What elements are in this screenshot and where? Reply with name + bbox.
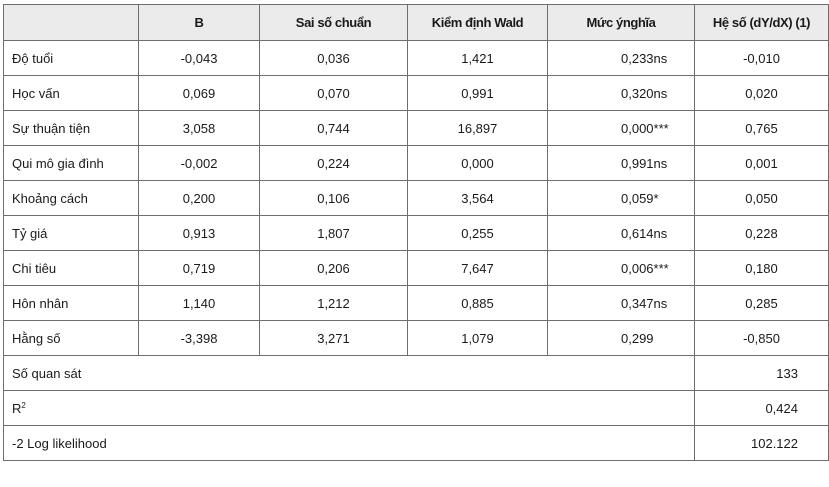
cell-b: 1,140: [139, 286, 260, 321]
table-row: [4, 76, 829, 111]
cell-wald: 16,897: [408, 111, 548, 146]
table-row: [4, 286, 829, 321]
cell-se: 0,106: [260, 181, 408, 216]
cell-coef: 0,020: [695, 76, 829, 111]
cell-se: 3,271: [260, 321, 408, 356]
table-row: [4, 181, 829, 216]
cell-sig: 0,059*: [548, 181, 695, 216]
observations-label: Số quan sát: [4, 356, 695, 391]
cell-wald: 0,991: [408, 76, 548, 111]
cell-wald: 0,255: [408, 216, 548, 251]
cell-sig: 0,320ns: [548, 76, 695, 111]
cell-se: 1,807: [260, 216, 408, 251]
table-row: [4, 111, 829, 146]
cell-b: 0,913: [139, 216, 260, 251]
header-wald: Kiểm định Wald: [408, 5, 548, 41]
table-row: [4, 216, 829, 251]
log-likelihood-value: 102.122: [695, 426, 829, 461]
cell-b: -0,002: [139, 146, 260, 181]
header-coefficient: Hệ số (dY/dX) (1): [695, 5, 829, 41]
cell-b: -0,043: [139, 41, 260, 76]
cell-coef: 0,001: [695, 146, 829, 181]
cell-wald: 3,564: [408, 181, 548, 216]
r-squared-superscript: 2: [21, 400, 26, 410]
summary-row-r-squared: [4, 391, 829, 426]
cell-coef: 0,228: [695, 216, 829, 251]
row-label: Hằng số: [4, 321, 139, 356]
cell-sig: 0,614ns: [548, 216, 695, 251]
row-label: Học vấn: [4, 76, 139, 111]
r-squared-label: [4, 391, 695, 426]
cell-sig: 0,000***: [548, 111, 695, 146]
table-row: [4, 41, 829, 76]
cell-wald: 7,647: [408, 251, 548, 286]
row-label: Độ tuổi: [4, 41, 139, 76]
summary-row-log-likelihood: [4, 426, 829, 461]
summary-row-observations: [4, 356, 829, 391]
cell-b: 3,058: [139, 111, 260, 146]
cell-coef: 0,765: [695, 111, 829, 146]
cell-sig: 0,233ns: [548, 41, 695, 76]
cell-sig: 0,299: [548, 321, 695, 356]
row-label: Chi tiêu: [4, 251, 139, 286]
cell-sig: 0,347ns: [548, 286, 695, 321]
row-label: Hôn nhân: [4, 286, 139, 321]
log-likelihood-label: -2 Log likelihood: [4, 426, 695, 461]
row-label: Khoảng cách: [4, 181, 139, 216]
cell-se: 0,744: [260, 111, 408, 146]
cell-coef: 0,285: [695, 286, 829, 321]
cell-coef: -0,850: [695, 321, 829, 356]
cell-wald: 1,079: [408, 321, 548, 356]
cell-b: 0,069: [139, 76, 260, 111]
cell-wald: 1,421: [408, 41, 548, 76]
cell-b: 0,719: [139, 251, 260, 286]
table-row: [4, 146, 829, 181]
cell-coef: 0,180: [695, 251, 829, 286]
cell-coef: -0,010: [695, 41, 829, 76]
cell-se: 1,212: [260, 286, 408, 321]
cell-coef: 0,050: [695, 181, 829, 216]
regression-table: [3, 4, 829, 461]
r-squared-value: 0,424: [695, 391, 829, 426]
table-row: [4, 251, 829, 286]
cell-se: 0,070: [260, 76, 408, 111]
cell-sig: 0,991ns: [548, 146, 695, 181]
header-b: B: [139, 5, 260, 41]
r-squared-text: R: [12, 400, 22, 416]
header-row: [4, 5, 829, 41]
cell-wald: 0,000: [408, 146, 548, 181]
header-blank: [4, 5, 139, 41]
cell-b: -3,398: [139, 321, 260, 356]
cell-sig: 0,006***: [548, 251, 695, 286]
cell-se: 0,206: [260, 251, 408, 286]
table-row: [4, 321, 829, 356]
row-label: Qui mô gia đình: [4, 146, 139, 181]
header-significance: Mức ýnghĩa: [548, 5, 695, 41]
cell-b: 0,200: [139, 181, 260, 216]
row-label: Sự thuận tiện: [4, 111, 139, 146]
cell-wald: 0,885: [408, 286, 548, 321]
observations-value: 133: [695, 356, 829, 391]
row-label: Tỷ giá: [4, 216, 139, 251]
header-std-error: Sai số chuẩn: [260, 5, 408, 41]
cell-se: 0,036: [260, 41, 408, 76]
cell-se: 0,224: [260, 146, 408, 181]
